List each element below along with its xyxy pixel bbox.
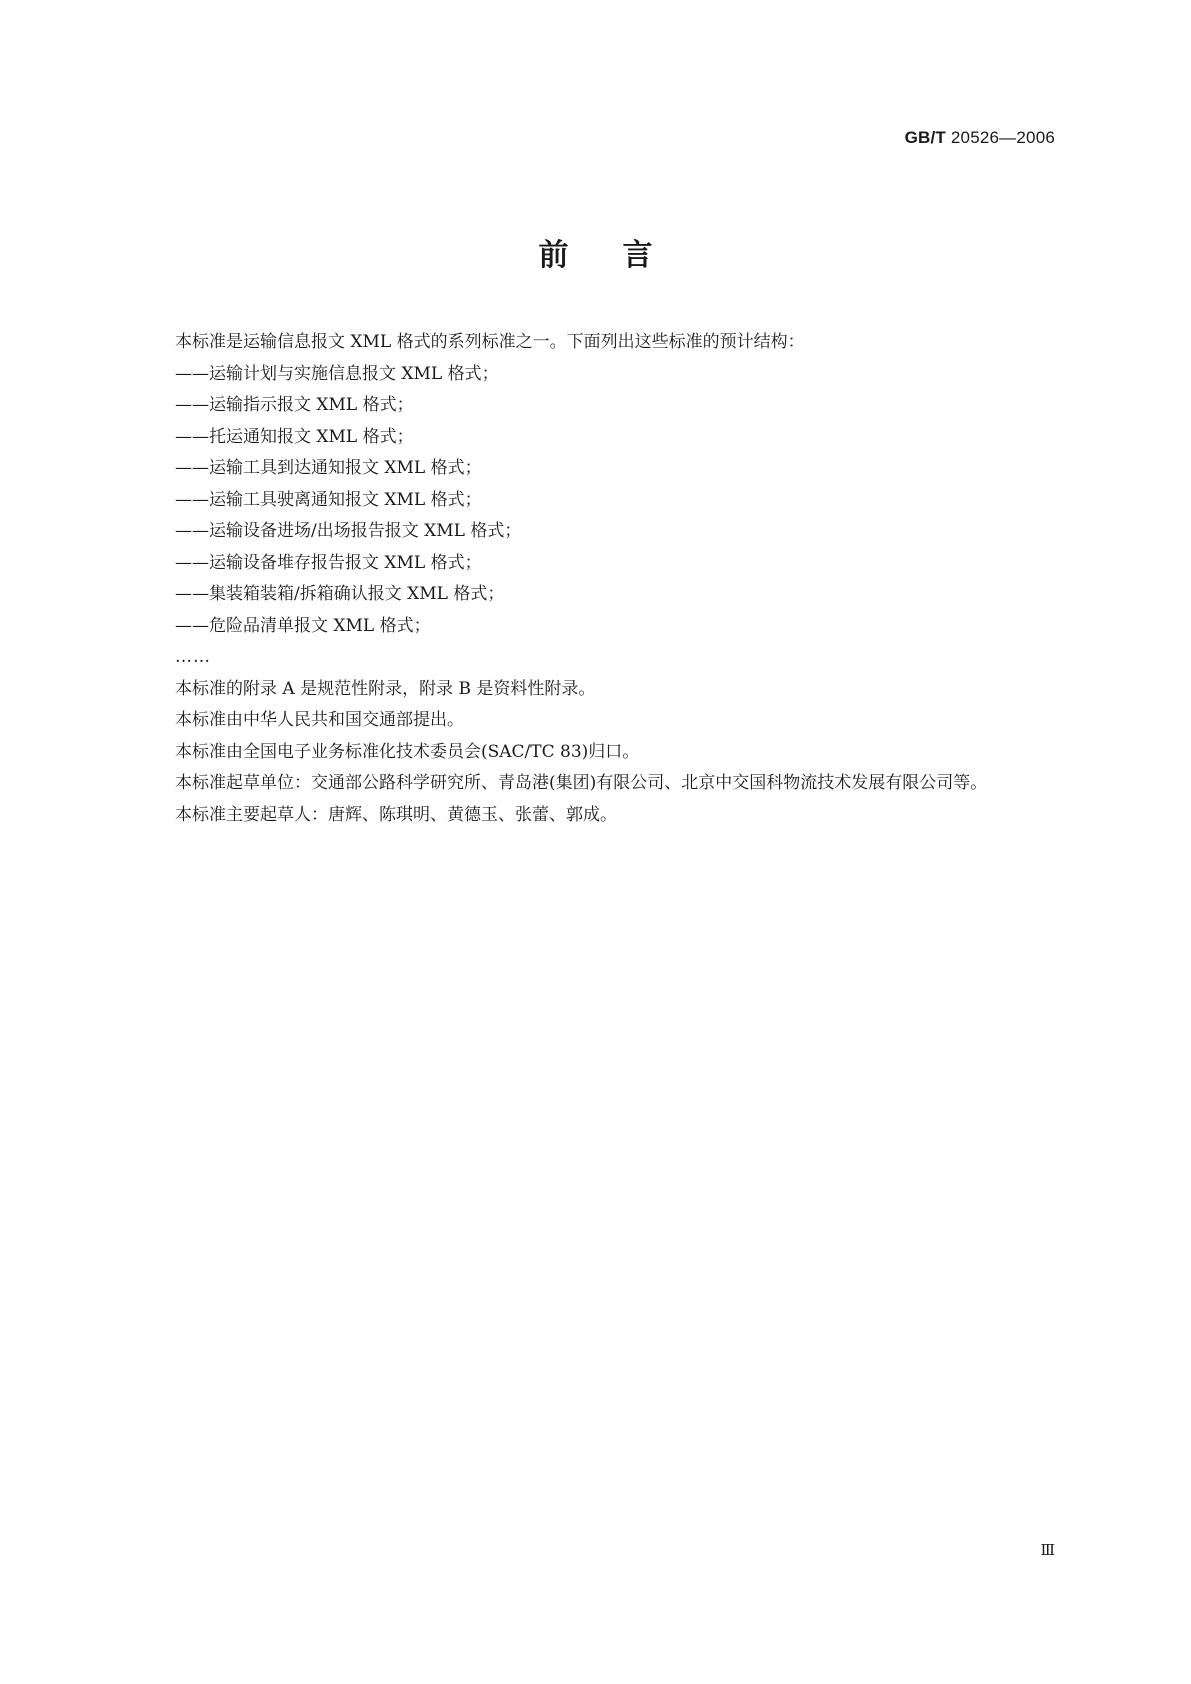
appendix-paragraph: 本标准的附录 A 是规范性附录，附录 B 是资料性附录。 — [175, 678, 596, 699]
page-number: Ⅲ — [1040, 1541, 1055, 1559]
managed-by-paragraph: 本标准由全国电子业务标准化技术委员会(SAC/TC 83)归口。 — [175, 741, 640, 762]
list-item: ——运输计划与实施信息报文 XML 格式； — [175, 363, 499, 384]
list-item: ——运输设备进场/出场报告报文 XML 格式； — [175, 521, 522, 541]
list-item: ——运输指示报文 XML 格式； — [175, 395, 414, 415]
drafters-paragraph: 本标准主要起草人：唐辉、陈琪明、黄德玉、张蕾、郭成。 — [175, 804, 617, 825]
drafting-units-paragraph: 本标准起草单位：交通部公路科学研究所、青岛港(集团)有限公司、北京中交国科物流技术发展有限公司等。 — [175, 773, 988, 793]
list-item: ——运输工具驶离通知报文 XML 格式； — [175, 489, 482, 510]
list-item: ——运输工具到达通知报文 XML 格式； — [175, 458, 482, 478]
standard-code: 20526—2006 — [945, 128, 1055, 147]
list-item: ——运输设备堆存报告报文 XML 格式； — [175, 552, 482, 573]
standard-prefix: GB/T — [904, 128, 946, 147]
ellipsis: …… — [175, 647, 211, 667]
intro-paragraph: 本标准是运输信息报文 XML 格式的系列标准之一。下面列出这些标准的预计结构： — [175, 332, 805, 352]
standard-number — [905, 128, 1055, 148]
page-title: 前言 — [538, 238, 707, 273]
list-item: ——危险品清单报文 XML 格式； — [175, 615, 431, 636]
foreword-body — [134, 327, 1058, 831]
proposed-by-paragraph: 本标准由中华人民共和国交通部提出。 — [175, 710, 464, 730]
list-item: ——托运通知报文 XML 格式； — [175, 426, 414, 447]
list-item: ——集装箱装箱/拆箱确认报文 XML 格式； — [175, 584, 505, 604]
